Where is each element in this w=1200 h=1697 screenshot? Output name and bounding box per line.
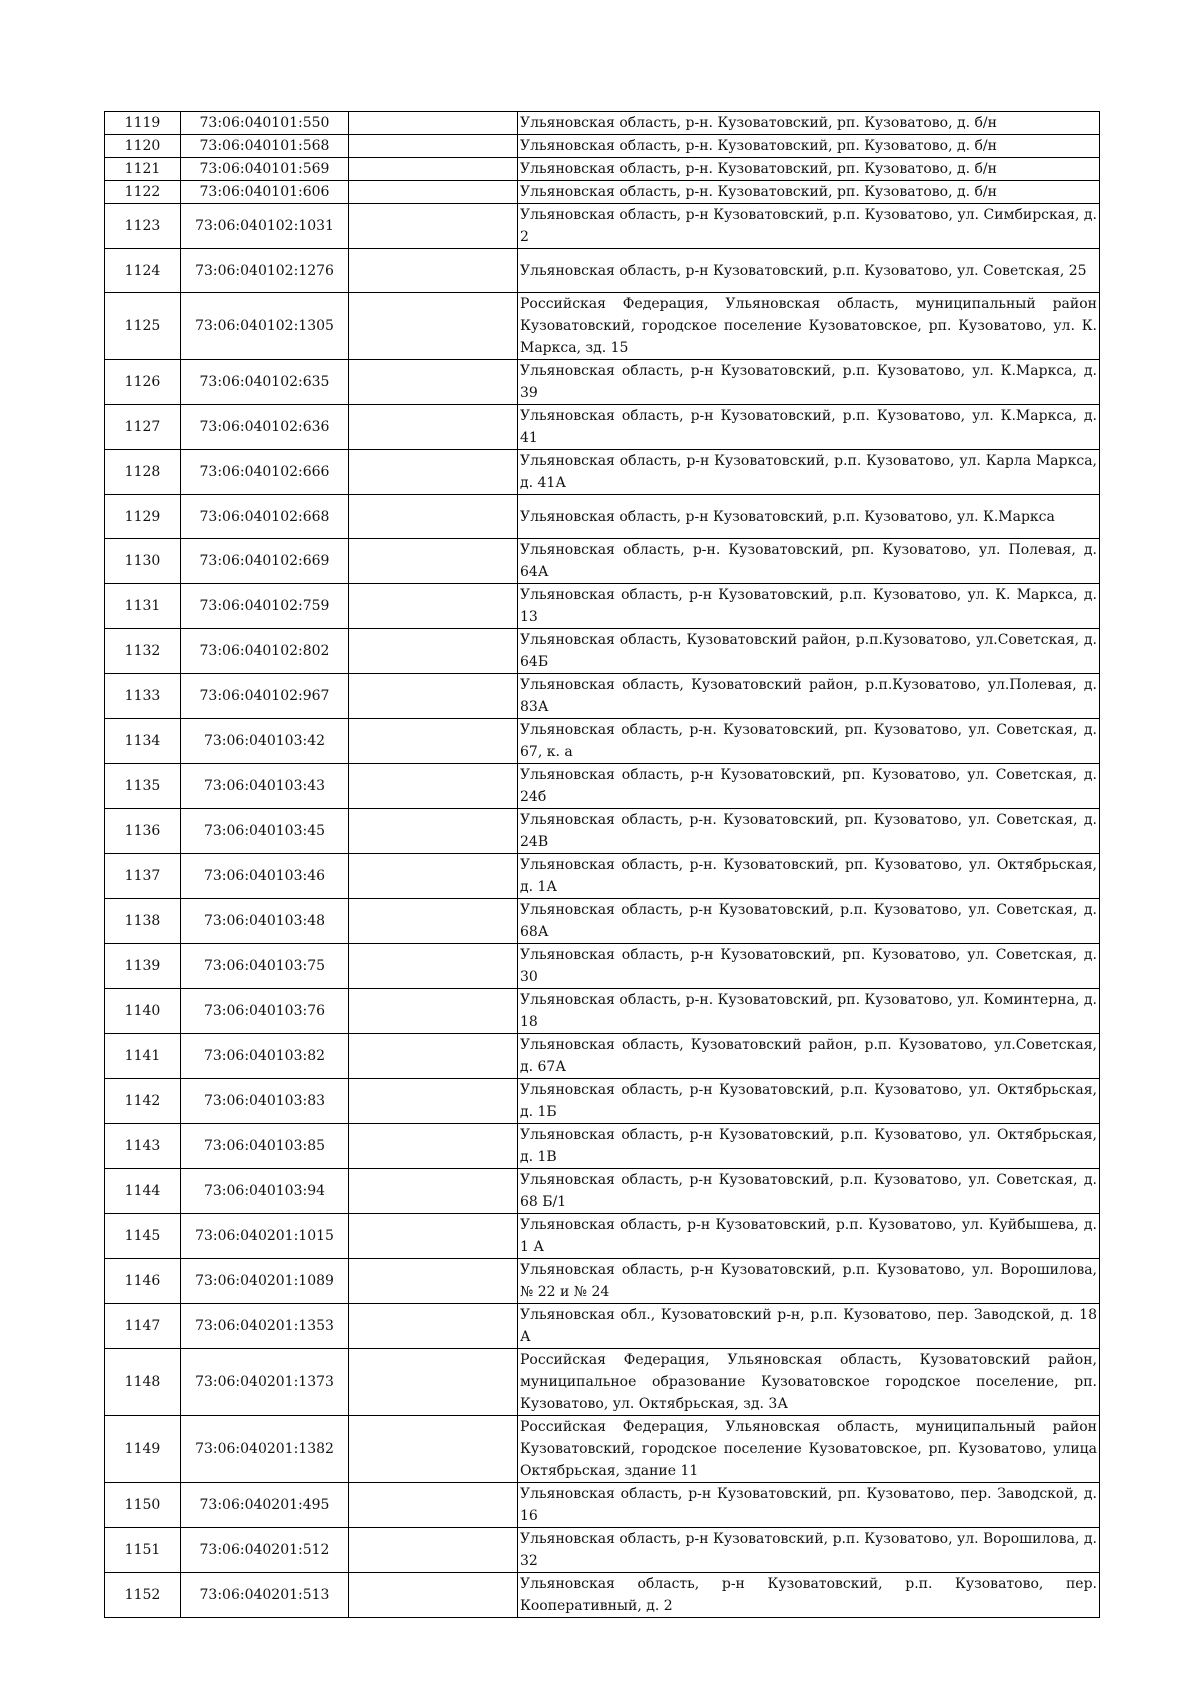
row-number: 1145 bbox=[105, 1214, 181, 1259]
row-number: 1146 bbox=[105, 1259, 181, 1304]
cadastral-number: 73:06:040103:83 bbox=[181, 1079, 349, 1124]
address-cell: Ульяновская область, р-н Кузоватовский, р.п. Кузоватово, ул. Куйбышева, д. 1 А bbox=[518, 1214, 1100, 1259]
row-number: 1142 bbox=[105, 1079, 181, 1124]
empty-cell bbox=[349, 674, 518, 719]
table-row bbox=[105, 1416, 1100, 1483]
row-number: 1147 bbox=[105, 1304, 181, 1349]
empty-cell bbox=[349, 249, 518, 293]
table-row bbox=[105, 158, 1100, 181]
table-row bbox=[105, 944, 1100, 989]
table-row bbox=[105, 1349, 1100, 1416]
address-cell: Ульяновская область, Кузоватовский район, р.п.Кузоватово, ул.Полевая, д. 83А bbox=[518, 674, 1100, 719]
row-number: 1137 bbox=[105, 854, 181, 899]
empty-cell bbox=[349, 584, 518, 629]
table-row bbox=[105, 809, 1100, 854]
table-row bbox=[105, 1169, 1100, 1214]
table-row bbox=[105, 719, 1100, 764]
address-cell: Ульяновская обл., Кузоватовский р-н, р.п. Кузоватово, пер. Заводской, д. 18 А bbox=[518, 1304, 1100, 1349]
table-row bbox=[105, 854, 1100, 899]
address-cell: Ульяновская область, р-н Кузоватовский, р.п. Кузоватово, ул. Ворошилова, д. 32 bbox=[518, 1528, 1100, 1573]
empty-cell bbox=[349, 495, 518, 539]
address-cell: Ульяновская область, р-н Кузоватовский, р.п. Кузоватово, ул. Советская, д. 68А bbox=[518, 899, 1100, 944]
address-cell: Ульяновская область, р-н Кузоватовский, рп. Кузоватово, ул. Советская, д. 30 bbox=[518, 944, 1100, 989]
empty-cell bbox=[349, 629, 518, 674]
row-number: 1140 bbox=[105, 989, 181, 1034]
cadastral-number: 73:06:040102:636 bbox=[181, 405, 349, 450]
cadastral-number: 73:06:040201:1015 bbox=[181, 1214, 349, 1259]
cadastral-number: 73:06:040102:802 bbox=[181, 629, 349, 674]
row-number: 1128 bbox=[105, 450, 181, 495]
cadastral-number: 73:06:040201:512 bbox=[181, 1528, 349, 1573]
row-number: 1136 bbox=[105, 809, 181, 854]
address-cell: Ульяновская область, р-н Кузоватовский, р.п. Кузоватово, ул. К.Маркса, д. 41 bbox=[518, 405, 1100, 450]
row-number: 1122 bbox=[105, 181, 181, 204]
empty-cell bbox=[349, 899, 518, 944]
table-row bbox=[105, 1573, 1100, 1618]
empty-cell bbox=[349, 1304, 518, 1349]
cadastral-number: 73:06:040102:1276 bbox=[181, 249, 349, 293]
cadastral-number: 73:06:040101:550 bbox=[181, 112, 349, 135]
table-row bbox=[105, 112, 1100, 135]
cadastral-number: 73:06:040201:495 bbox=[181, 1483, 349, 1528]
cadastral-number: 73:06:040201:1353 bbox=[181, 1304, 349, 1349]
table-body bbox=[105, 112, 1100, 1618]
empty-cell bbox=[349, 1169, 518, 1214]
table-row bbox=[105, 1214, 1100, 1259]
table-row bbox=[105, 899, 1100, 944]
address-cell: Ульяновская область, р-н Кузоватовский, р.п. Кузоватово, ул. Карла Маркса, д. 41А bbox=[518, 450, 1100, 495]
address-cell: Ульяновская область, р-н Кузоватовский, р.п. Кузоватово, ул. К.Маркса bbox=[518, 495, 1100, 539]
address-cell: Ульяновская область, р-н. Кузоватовский, рп. Кузоватово, д. б/н bbox=[518, 158, 1100, 181]
row-number: 1119 bbox=[105, 112, 181, 135]
table-row bbox=[105, 1079, 1100, 1124]
address-cell: Ульяновская область, р-н Кузоватовский, р.п. Кузоватово, ул. К.Маркса, д. 39 bbox=[518, 360, 1100, 405]
row-number: 1132 bbox=[105, 629, 181, 674]
cadastral-number: 73:06:040101:568 bbox=[181, 135, 349, 158]
cadastral-number: 73:06:040102:967 bbox=[181, 674, 349, 719]
empty-cell bbox=[349, 405, 518, 450]
empty-cell bbox=[349, 719, 518, 764]
address-cell: Российская Федерация, Ульяновская область, Кузоватовский район, муниципальное образование Кузоватовское городское поселение, рп. Кузоватово, ул. Октябрьская, зд. 3А bbox=[518, 1349, 1100, 1416]
empty-cell bbox=[349, 181, 518, 204]
empty-cell bbox=[349, 1573, 518, 1618]
empty-cell bbox=[349, 204, 518, 249]
address-cell: Ульяновская область, р-н Кузоватовский, р.п. Кузоватово, пер. Кооперативный, д. 2 bbox=[518, 1573, 1100, 1618]
table-row bbox=[105, 1304, 1100, 1349]
empty-cell bbox=[349, 1034, 518, 1079]
row-number: 1124 bbox=[105, 249, 181, 293]
address-cell: Ульяновская область, р-н Кузоватовский, р.п. Кузоватово, ул. Ворошилова, № 22 и № 24 bbox=[518, 1259, 1100, 1304]
empty-cell bbox=[349, 944, 518, 989]
row-number: 1123 bbox=[105, 204, 181, 249]
empty-cell bbox=[349, 1124, 518, 1169]
empty-cell bbox=[349, 1416, 518, 1483]
row-number: 1121 bbox=[105, 158, 181, 181]
cadastral-number: 73:06:040103:43 bbox=[181, 764, 349, 809]
table-row bbox=[105, 204, 1100, 249]
cadastral-number: 73:06:040102:666 bbox=[181, 450, 349, 495]
address-cell: Ульяновская область, р-н Кузоватовский, р.п. Кузоватово, ул. Симбирская, д. 2 bbox=[518, 204, 1100, 249]
address-cell: Ульяновская область, р-н Кузоватовский, р.п. Кузоватово, ул. К. Маркса, д. 13 bbox=[518, 584, 1100, 629]
table-row bbox=[105, 450, 1100, 495]
address-cell: Ульяновская область, р-н. Кузоватовский, рп. Кузоватово, ул. Советская, д. 67, к. а bbox=[518, 719, 1100, 764]
address-cell: Ульяновская область, р-н. Кузоватовский, рп. Кузоватово, ул. Полевая, д. 64А bbox=[518, 539, 1100, 584]
address-cell: Ульяновская область, р-н Кузоватовский, р.п. Кузоватово, ул. Советская, д. 68 Б/1 bbox=[518, 1169, 1100, 1214]
empty-cell bbox=[349, 450, 518, 495]
empty-cell bbox=[349, 1349, 518, 1416]
table-row bbox=[105, 674, 1100, 719]
table-row bbox=[105, 584, 1100, 629]
address-cell: Ульяновская область, р-н Кузоватовский, р.п. Кузоватово, ул. Октябрьская, д. 1Б bbox=[518, 1079, 1100, 1124]
empty-cell bbox=[349, 1528, 518, 1573]
cadastral-number: 73:06:040201:1373 bbox=[181, 1349, 349, 1416]
cadastral-number: 73:06:040201:1089 bbox=[181, 1259, 349, 1304]
cadastral-number: 73:06:040103:76 bbox=[181, 989, 349, 1034]
empty-cell bbox=[349, 1214, 518, 1259]
cadastral-number: 73:06:040103:82 bbox=[181, 1034, 349, 1079]
address-cell: Ульяновская область, р-н Кузоватовский, рп. Кузоватово, ул. Советская, д. 24б bbox=[518, 764, 1100, 809]
address-cell: Ульяновская область, р-н. Кузоватовский, рп. Кузоватово, ул. Октябрьская, д. 1А bbox=[518, 854, 1100, 899]
row-number: 1144 bbox=[105, 1169, 181, 1214]
cadastral-number: 73:06:040102:1031 bbox=[181, 204, 349, 249]
table-row bbox=[105, 249, 1100, 293]
address-cell: Российская Федерация, Ульяновская область, муниципальный район Кузоватовский, городское поселение Кузоватовское, рп. Кузоватово, улица Октябрьская, здание 11 bbox=[518, 1416, 1100, 1483]
cadastral-number: 73:06:040103:46 bbox=[181, 854, 349, 899]
row-number: 1138 bbox=[105, 899, 181, 944]
row-number: 1149 bbox=[105, 1416, 181, 1483]
cadastral-number: 73:06:040201:513 bbox=[181, 1573, 349, 1618]
table-row bbox=[105, 360, 1100, 405]
table-row bbox=[105, 629, 1100, 674]
table-row bbox=[105, 181, 1100, 204]
row-number: 1135 bbox=[105, 764, 181, 809]
table-row bbox=[105, 764, 1100, 809]
property-table bbox=[104, 111, 1100, 1618]
address-cell: Ульяновская область, р-н Кузоватовский, рп. Кузоватово, пер. Заводской, д. 16 bbox=[518, 1483, 1100, 1528]
row-number: 1130 bbox=[105, 539, 181, 584]
row-number: 1131 bbox=[105, 584, 181, 629]
address-cell: Ульяновская область, р-н. Кузоватовский, рп. Кузоватово, ул. Коминтерна, д. 18 bbox=[518, 989, 1100, 1034]
empty-cell bbox=[349, 764, 518, 809]
address-cell: Ульяновская область, р-н. Кузоватовский, рп. Кузоватово, ул. Советская, д. 24В bbox=[518, 809, 1100, 854]
empty-cell bbox=[349, 1483, 518, 1528]
table-row bbox=[105, 495, 1100, 539]
cadastral-number: 73:06:040102:1305 bbox=[181, 293, 349, 360]
cadastral-number: 73:06:040103:75 bbox=[181, 944, 349, 989]
empty-cell bbox=[349, 1079, 518, 1124]
address-cell: Ульяновская область, Кузоватовский район, р.п. Кузоватово, ул.Советская, д. 67А bbox=[518, 1034, 1100, 1079]
row-number: 1141 bbox=[105, 1034, 181, 1079]
row-number: 1152 bbox=[105, 1573, 181, 1618]
address-cell: Ульяновская область, р-н. Кузоватовский, рп. Кузоватово, д. б/н bbox=[518, 112, 1100, 135]
empty-cell bbox=[349, 293, 518, 360]
address-cell: Ульяновская область, р-н Кузоватовский, р.п. Кузоватово, ул. Советская, 25 bbox=[518, 249, 1100, 293]
row-number: 1127 bbox=[105, 405, 181, 450]
cadastral-number: 73:06:040103:48 bbox=[181, 899, 349, 944]
row-number: 1134 bbox=[105, 719, 181, 764]
table-row bbox=[105, 539, 1100, 584]
cadastral-number: 73:06:040101:606 bbox=[181, 181, 349, 204]
row-number: 1139 bbox=[105, 944, 181, 989]
row-number: 1151 bbox=[105, 1528, 181, 1573]
row-number: 1143 bbox=[105, 1124, 181, 1169]
address-cell: Ульяновская область, р-н. Кузоватовский, рп. Кузоватово, д. б/н bbox=[518, 135, 1100, 158]
table-row bbox=[105, 405, 1100, 450]
empty-cell bbox=[349, 360, 518, 405]
cadastral-number: 73:06:040102:669 bbox=[181, 539, 349, 584]
empty-cell bbox=[349, 539, 518, 584]
empty-cell bbox=[349, 112, 518, 135]
empty-cell bbox=[349, 158, 518, 181]
address-cell: Ульяновская область, Кузоватовский район, р.п.Кузоватово, ул.Советская, д. 64Б bbox=[518, 629, 1100, 674]
row-number: 1150 bbox=[105, 1483, 181, 1528]
cadastral-number: 73:06:040103:85 bbox=[181, 1124, 349, 1169]
cadastral-number: 73:06:040102:635 bbox=[181, 360, 349, 405]
cadastral-number: 73:06:040102:759 bbox=[181, 584, 349, 629]
table-row bbox=[105, 1483, 1100, 1528]
table-row bbox=[105, 989, 1100, 1034]
empty-cell bbox=[349, 854, 518, 899]
row-number: 1120 bbox=[105, 135, 181, 158]
cadastral-number: 73:06:040101:569 bbox=[181, 158, 349, 181]
empty-cell bbox=[349, 809, 518, 854]
cadastral-number: 73:06:040103:42 bbox=[181, 719, 349, 764]
empty-cell bbox=[349, 989, 518, 1034]
table-row bbox=[105, 135, 1100, 158]
table-row bbox=[105, 1124, 1100, 1169]
empty-cell bbox=[349, 135, 518, 158]
table-row bbox=[105, 1259, 1100, 1304]
row-number: 1125 bbox=[105, 293, 181, 360]
empty-cell bbox=[349, 1259, 518, 1304]
row-number: 1126 bbox=[105, 360, 181, 405]
table-row bbox=[105, 1034, 1100, 1079]
address-cell: Российская Федерация, Ульяновская область, муниципальный район Кузоватовский, городское поселение Кузоватовское, рп. Кузоватово, ул. К. Маркса, зд. 15 bbox=[518, 293, 1100, 360]
address-cell: Ульяновская область, р-н. Кузоватовский, рп. Кузоватово, д. б/н bbox=[518, 181, 1100, 204]
row-number: 1148 bbox=[105, 1349, 181, 1416]
table-row bbox=[105, 1528, 1100, 1573]
cadastral-number: 73:06:040103:45 bbox=[181, 809, 349, 854]
address-cell: Ульяновская область, р-н Кузоватовский, р.п. Кузоватово, ул. Октябрьская, д. 1В bbox=[518, 1124, 1100, 1169]
cadastral-number: 73:06:040102:668 bbox=[181, 495, 349, 539]
table-row bbox=[105, 293, 1100, 360]
row-number: 1133 bbox=[105, 674, 181, 719]
cadastral-number: 73:06:040103:94 bbox=[181, 1169, 349, 1214]
cadastral-number: 73:06:040201:1382 bbox=[181, 1416, 349, 1483]
row-number: 1129 bbox=[105, 495, 181, 539]
